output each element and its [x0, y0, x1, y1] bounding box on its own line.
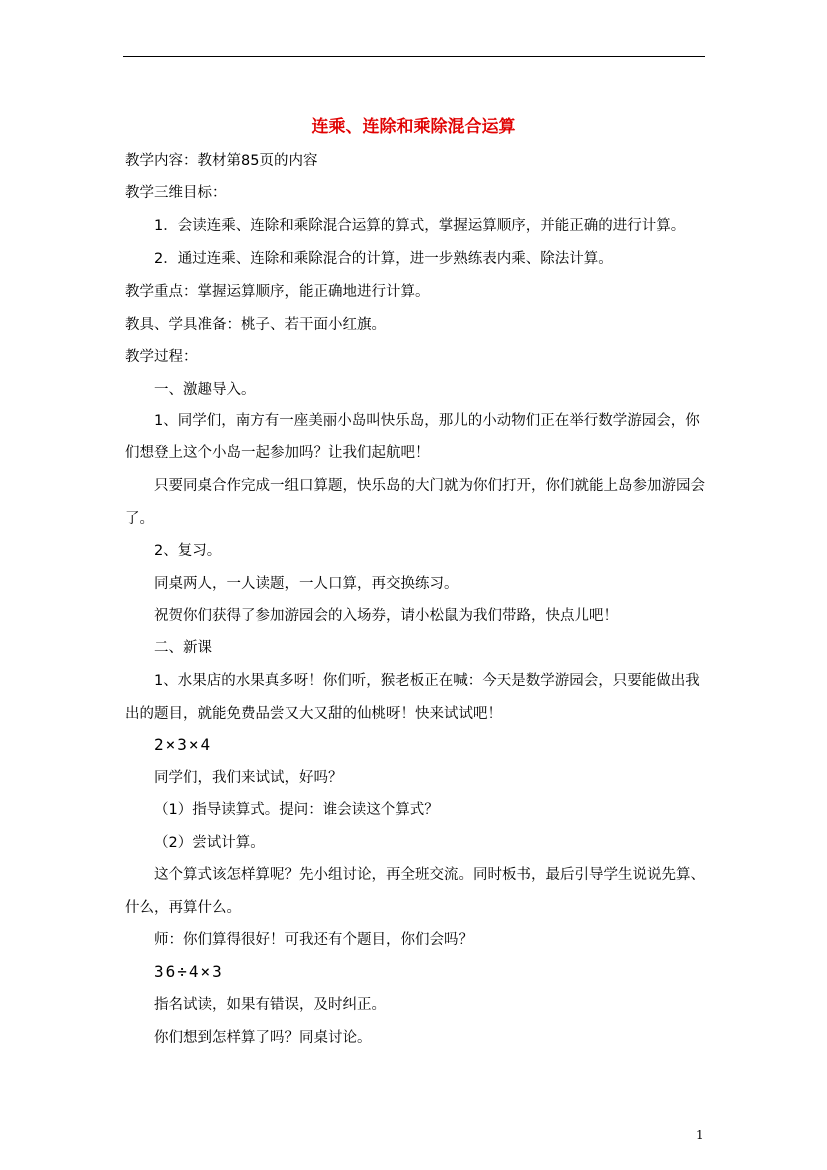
- text-line: 二、新课: [154, 640, 212, 656]
- text-line: 1、水果店的水果真多呀！你们听，猴老板正在喊：今天是数学游园会，只要能做出我: [154, 673, 700, 689]
- text-line: 师：你们算得很好！可我还有个题目，你们会吗？: [154, 932, 473, 948]
- text-line: 2、复习。: [154, 543, 222, 559]
- text-line: 什么，再算什么。: [125, 900, 241, 916]
- text-line: 教学过程：: [125, 349, 198, 365]
- text-line: 们想登上这个小岛一起参加吗？让我们起航吧！: [125, 445, 430, 461]
- text-line: 一、激趣导入。: [154, 382, 256, 398]
- text-line: 1、同学们，南方有一座美丽小岛叫快乐岛，那儿的小动物们正在举行数学游园会，你: [154, 413, 700, 429]
- text-line: 教具、学具准备：桃子、若干面小红旗。: [125, 317, 386, 333]
- document-title: 连乘、连除和乘除混合运算: [311, 117, 516, 137]
- text-line: 出的题目，就能免费品尝又大又甜的仙桃呀！快来试试吧！: [125, 706, 502, 722]
- text-line: 1．会读连乘、连除和乘除混合运算的算式，掌握运算顺序，并能正确的进行计算。: [154, 218, 686, 234]
- text-line: 指名试读，如果有错误，及时纠正。: [154, 997, 386, 1013]
- text-line: 同学们，我们来试试，好吗？: [154, 770, 343, 786]
- header-rule: [123, 56, 705, 57]
- text-line: 同桌两人，一人读题，一人口算，再交换练习。: [154, 576, 459, 592]
- text-line: 了。: [125, 511, 154, 527]
- text-line: 教学重点：掌握运算顺序，能正确地进行计算。: [125, 284, 430, 300]
- text-line: 祝贺你们获得了参加游园会的入场券，请小松鼠为我们带路，快点儿吧！: [154, 608, 618, 624]
- text-line: 2．通过连乘、连除和乘除混合的计算，进一步熟练表内乘、除法计算。: [154, 251, 613, 267]
- text-line: （1）指导读算式。提问：谁会读这个算式？: [154, 802, 439, 818]
- text-line: 你们想到怎样算了吗？同桌讨论。: [154, 1030, 372, 1046]
- formula: 2×3×4: [154, 735, 213, 754]
- text-line: 只要同桌合作完成一组口算题，快乐岛的大门就为你们打开，你们就能上岛参加游园会: [154, 478, 705, 494]
- text-line: 这个算式该怎样算呢？先小组讨论，再全班交流。同时板书，最后引导学生说说先算、: [154, 867, 705, 883]
- formula: 36÷4×3: [154, 962, 224, 981]
- text-line: 教学内容：教材第85页的内容: [125, 153, 318, 169]
- text-line: 教学三维目标：: [125, 185, 227, 201]
- text-line: （2）尝试计算。: [154, 835, 265, 851]
- page-number: 1: [696, 1128, 704, 1142]
